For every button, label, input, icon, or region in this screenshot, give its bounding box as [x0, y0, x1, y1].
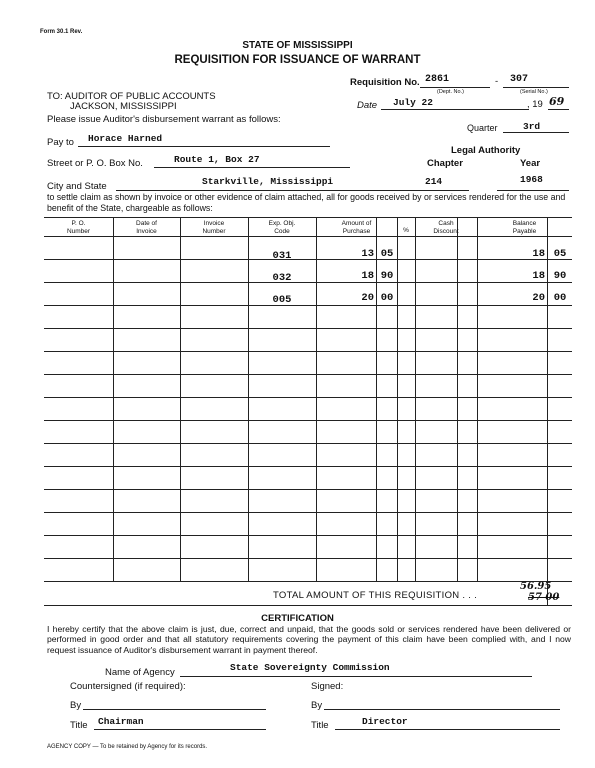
- title-line-left: [94, 729, 266, 730]
- pay-to-label: Pay to: [47, 137, 74, 148]
- dept-no-value: 2861: [425, 74, 450, 85]
- table-row-rule: [44, 328, 572, 329]
- total-label: TOTAL AMOUNT OF THIS REQUISITION . . .: [273, 590, 478, 601]
- chapter-line: [415, 190, 469, 191]
- row-3-amount-cents: 00: [380, 292, 394, 304]
- table-row-rule: [44, 397, 572, 398]
- table-row-rule: [44, 489, 572, 490]
- dept-no-line: [420, 87, 490, 88]
- legal-authority-title: Legal Authority: [451, 145, 521, 156]
- col-header-cash-discount: Cash Discount: [433, 220, 459, 235]
- col-header-percent: %: [403, 227, 409, 234]
- city-label: City and State: [47, 181, 107, 192]
- footer-note: AGENCY COPY — To be retained by Agency for its records.: [47, 744, 208, 750]
- pay-to-line: [78, 146, 330, 147]
- col-header-amount: Amount of Purchase: [341, 220, 372, 235]
- title-value-right: Director: [362, 716, 408, 727]
- title-label-right: Title: [311, 720, 329, 731]
- quarter-line: [503, 132, 569, 133]
- table-row-rule: [44, 259, 572, 260]
- agency-line: [180, 676, 532, 677]
- table-row-rule: [44, 558, 572, 559]
- row-2-balance-dollars: 18: [532, 270, 545, 282]
- chapter-value: 214: [425, 176, 443, 187]
- form-title: REQUISITION FOR ISSUANCE OF WARRANT: [174, 54, 421, 66]
- by-line-left: [83, 709, 266, 710]
- chapter-label: Chapter: [427, 158, 463, 169]
- state-heading: STATE OF MISSISSIPPI: [242, 40, 353, 51]
- table-row-rule: [44, 282, 572, 283]
- row-2-amount-dollars: 18: [361, 270, 374, 282]
- agency-label: Name of Agency: [105, 667, 175, 678]
- certification-title: CERTIFICATION: [261, 613, 334, 624]
- table-row-rule: [44, 535, 572, 536]
- table-row-rule: [44, 374, 572, 375]
- serial-no-caption: (Serial No.): [520, 89, 548, 95]
- city-line: [116, 190, 415, 191]
- requisition-label: Requisition No.: [350, 77, 420, 88]
- table-row-rule: [44, 512, 572, 513]
- row-1-balance-dollars: 18: [532, 248, 545, 260]
- addressee-line1: TO: AUDITOR OF PUBLIC ACCOUNTS: [47, 91, 216, 102]
- serial-no-value: 307: [510, 74, 529, 85]
- total-handwritten: 56.95: [520, 581, 552, 592]
- row-1-balance-cents: 05: [553, 248, 567, 260]
- title-value-left: Chairman: [98, 716, 144, 727]
- date-line: [381, 109, 529, 110]
- table-row-rule: [44, 305, 572, 306]
- year-value: 69: [549, 95, 565, 108]
- total-struck: 57 00: [528, 592, 560, 603]
- requisition-dash: -: [495, 76, 499, 87]
- col-header-invoice: Invoice Number: [202, 220, 226, 235]
- by-label-left: By: [70, 700, 82, 711]
- dept-no-caption: (Dept. No.): [437, 89, 464, 95]
- row-1-amount-dollars: 13: [361, 248, 374, 260]
- row-2-amount-cents: 90: [380, 270, 394, 282]
- year-prefix: , 19: [527, 99, 543, 110]
- agency-value: State Sovereignty Commission: [230, 662, 390, 673]
- year-authority-value: 1968: [520, 174, 543, 185]
- year-line: [548, 109, 569, 110]
- table-row-rule: [44, 466, 572, 467]
- row-1-code: 031: [272, 250, 292, 262]
- col-header-exp-code: Exp. Obj. Code: [268, 220, 296, 235]
- row-3-amount-dollars: 20: [361, 292, 374, 304]
- form-number: Form 30.1 Rev.: [40, 29, 83, 35]
- street-value: Route 1, Box 27: [174, 154, 260, 165]
- date-value: July 22: [393, 97, 433, 108]
- row-3-balance-dollars: 20: [532, 292, 545, 304]
- signed-label: Signed:: [311, 681, 344, 692]
- city-value: Starkville, Mississippi: [202, 176, 334, 187]
- quarter-label: Quarter: [467, 123, 498, 133]
- table-row-rule: [44, 420, 572, 421]
- street-label: Street or P. O. Box No.: [47, 158, 143, 169]
- col-header-po: P. O. Number: [66, 220, 91, 235]
- countersigned-label: Countersigned (if required):: [70, 681, 186, 692]
- date-label: Date: [357, 100, 378, 111]
- table-row-rule: [44, 351, 572, 352]
- certification-text: I hereby certify that the above claim is just, due, correct and unpaid, that the goods sold or services rendered have been delivered or performed in good order and that all statutory requirements covering the payment of this claim have been complied with, and I now request issuance of Auditor's disbursement warrant in payment thereof.: [47, 624, 571, 655]
- row-2-code: 032: [272, 272, 292, 284]
- year-label: Year: [520, 158, 541, 169]
- by-label-right: By: [311, 700, 323, 711]
- row-2-balance-cents: 90: [553, 270, 567, 282]
- by-line-right: [324, 709, 560, 710]
- row-3-code: 005: [272, 294, 292, 306]
- table-row-rule: [44, 443, 572, 444]
- row-3-balance-cents: 00: [553, 292, 567, 304]
- addressee-instruction: Please issue Auditor's disbursement warrant as follows:: [47, 114, 281, 125]
- col-header-balance: Balance Payable: [512, 220, 537, 235]
- serial-no-line: [503, 87, 569, 88]
- row-1-amount-cents: 05: [380, 248, 394, 260]
- col-header-date: Date of Invoice: [136, 220, 157, 235]
- addressee-line2: JACKSON, MISSISSIPPI: [70, 101, 177, 112]
- quarter-value: 3rd: [523, 121, 541, 132]
- title-label-left: Title: [70, 720, 88, 731]
- pay-to-value: Horace Harned: [88, 133, 163, 144]
- year-authority-line: [497, 190, 569, 191]
- street-line: [154, 167, 350, 168]
- title-line-right: [335, 729, 560, 730]
- settle-text: to settle claim as shown by invoice or other evidence of claim attached, all for goods received by or services rendered for the use and benefit of the State, chargeable as follows:: [47, 192, 566, 213]
